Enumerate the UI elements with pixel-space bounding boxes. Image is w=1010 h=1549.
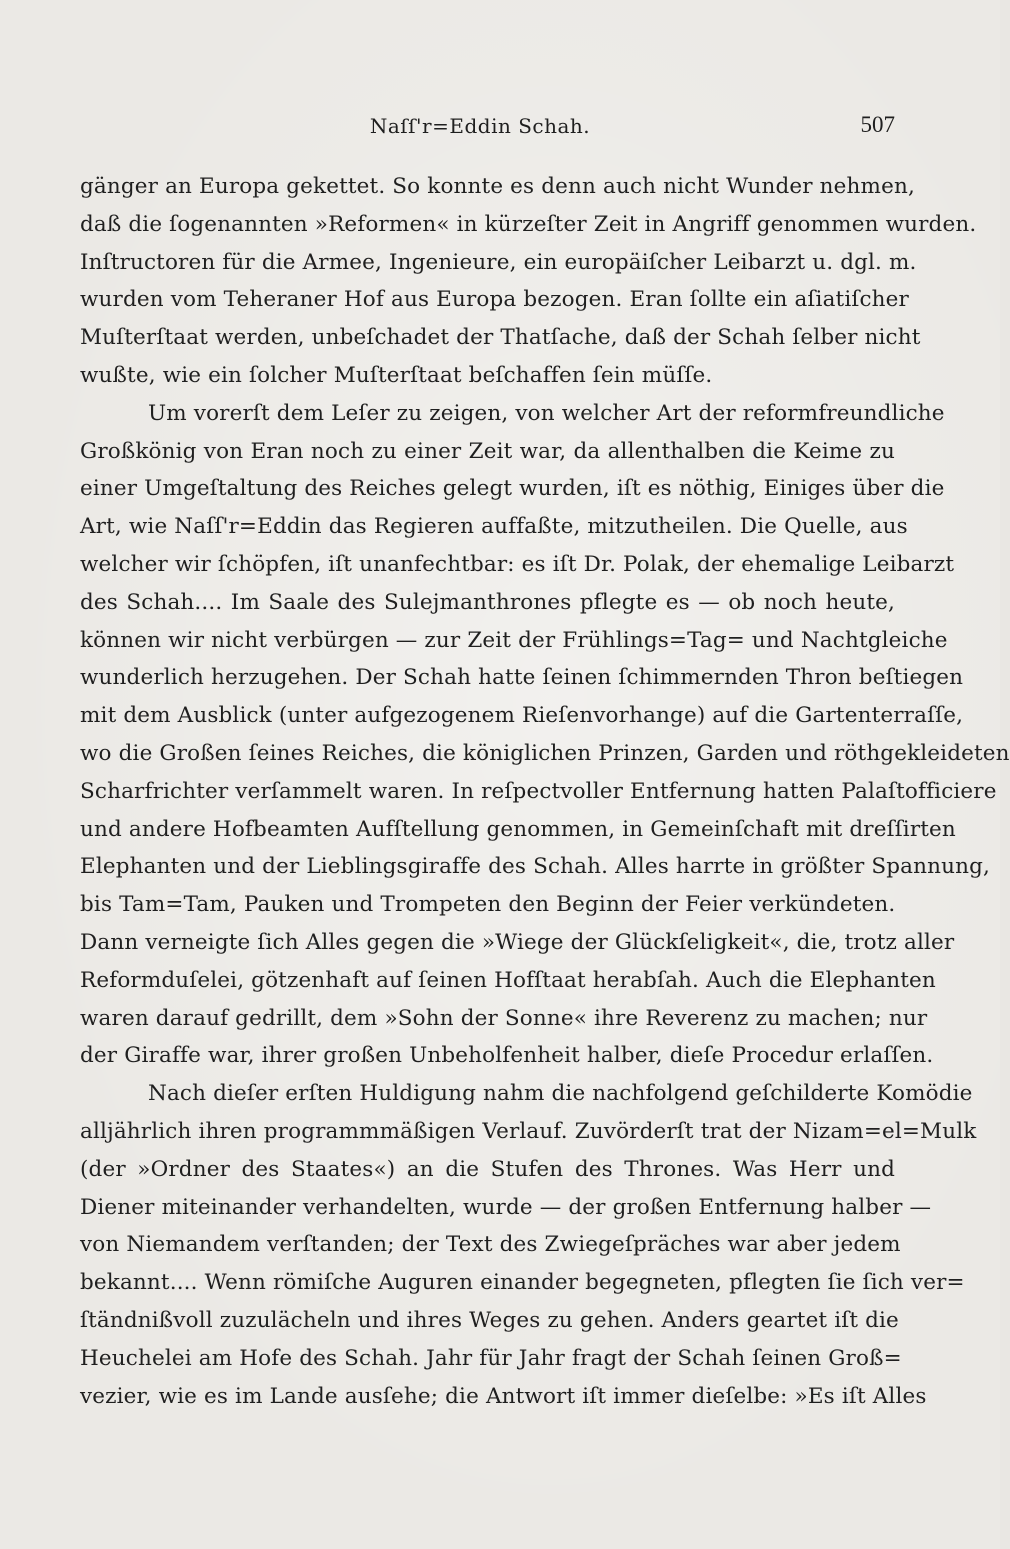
running-title: Naſſ'r=Eddin Schah. [369,114,591,138]
text-line: daß die ſogenannten »Reformen« in kürzeſter Zeit in Angriff genommen wurden. [80,211,977,237]
text-line: wunderlich herzugehen. Der Schah hatte ſeinen ſchimmernden Thron beſtiegen [80,665,964,691]
text-line: Inſtructoren für die Armee, Ingenieure, ein europäiſcher Leibarzt u. dgl. m. [80,249,917,275]
text-line: bis Tam=Tam, Pauken und Trompeten den Beginn der Feier verkündeten. [80,892,896,918]
text-line: Heuchelei am Hofe des Schah. Jahr für Jahr fragt der Schah ſeinen Groß= [80,1345,902,1371]
text-line: des Schah.... Im Saale des Sulejmanthrones pflegte es — ob noch heute, [80,589,895,615]
text-line: (der »Ordner des Staates«) an die Stufen des Thrones. Was Herr und [80,1156,895,1182]
text-line: Großkönig von Eran noch zu einer Zeit war, da allenthalben die Keime zu [80,438,895,464]
text-line: wußte, wie ein ſolcher Muſterſtaat beſchaffen ſein müſſe. [80,362,713,388]
running-head [80,108,895,148]
text-line: mit dem Ausblick (unter aufgezogenem Rieſenvorhange) auf die Gartenterraſſe, [80,703,964,729]
text-line: und andere Hofbeamten Aufſtellung genommen, in Gemeinſchaft mit dreſſirten [80,816,956,842]
paragraph-start-line: Nach dieſer erſten Huldigung nahm die nachfolgend geſchilderte Komödie [148,1081,973,1107]
text-line: Dann verneigte ſich Alles gegen die »Wiege der Glückſeligkeit«, die, trotz aller [80,929,955,955]
text-line: Muſterſtaat werden, unbeſchadet der Thatſache, daß der Schah ſelber nicht [80,325,921,351]
text-line: einer Umgeſtaltung des Reiches gelegt wurden, iſt es nöthig, Einiges über die [80,476,945,502]
text-line: können wir nicht verbürgen — zur Zeit der Frühlings=Tag= und Nachtgleiche [80,627,948,653]
text-line: welcher wir ſchöpfen, iſt unanfechtbar: es iſt Dr. Polak, der ehemalige Leibarzt [80,551,955,577]
text-line: Diener miteinander verhandelten, wurde — der großen Entfernung halber — [80,1194,932,1220]
paragraph-start-line: Um vorerſt dem Leſer zu zeigen, von welcher Art der reformfreundliche [148,400,945,426]
text-line: Scharfrichter verſammelt waren. In reſpectvoller Entfernung hatten Palaſtofficiere [80,778,997,804]
text-line: gänger an Europa gekettet. So konnte es denn auch nicht Wunder nehmen, [80,174,915,199]
text-line: Art, wie Naſſ'r=Eddin das Regieren auffaßte, mitzutheilen. Die Quelle, aus [80,514,908,540]
text-line: von Niemandem verſtanden; der Text des Zwiegeſpräches war aber jedem [80,1232,901,1258]
text-line: Reformduſelei, götzenhaft auf ſeinen Hofſtaat herabſah. Auch die Elephanten [80,967,936,993]
text-line: wo die Großen ſeines Reiches, die königlichen Prinzen, Garden und röthgekleideten [80,740,1010,766]
text-line: waren darauf gedrillt, dem »Sohn der Sonne« ihre Reverenz zu machen; nur [80,1005,928,1031]
text-line: der Giraffe war, ihrer großen Unbeholfenheit halber, dieſe Procedur erlaſſen. [80,1043,934,1069]
text-line: ſtändnißvoll zuzulächeln und ihres Weges zu gehen. Anders geartet iſt die [80,1307,899,1333]
text-line: vezier, wie es im Lande ausſehe; die Antwort iſt immer dieſelbe: »Es iſt Alles [80,1383,927,1409]
text-line: bekannt.... Wenn römiſche Auguren einander begegneten, pflegten ſie ſich ver= [80,1270,965,1296]
text-line: Elephanten und der Lieblingsgiraffe des Schah. Alles harrte in größter Spannung, [80,854,991,880]
body-text [80,168,1010,1415]
text-line: alljährlich ihren programmmäßigen Verlauf. Zuvörderſt trat der Nizam=el=Mulk [80,1118,977,1144]
page-number: 507 [860,112,895,137]
text-line: wurden vom Teheraner Hof aus Europa bezogen. Eran ſollte ein aſiatiſcher [80,287,909,313]
